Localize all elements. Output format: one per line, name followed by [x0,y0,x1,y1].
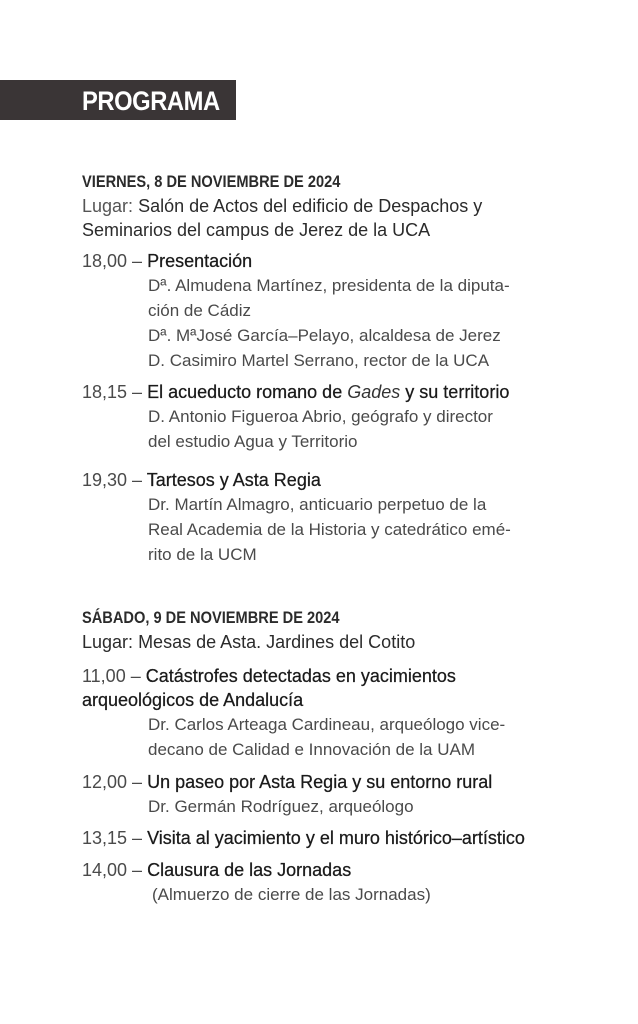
session-title-line2: arqueológicos de Andalucía [82,690,304,710]
session-time: 14,00 – [82,860,143,880]
day-title: SÁBADO, 9 DE NOVIEMBRE DE 2024 [82,608,340,627]
session [82,380,602,454]
speaker: D. Antonio Figueroa Abrio, geógrafo y director [148,407,493,426]
session-title: Tartesos y Asta Regia [146,470,321,490]
session-title [147,382,509,402]
speaker: D. Casimiro Martel Serrano, rector de la UCA [148,351,490,370]
session-title: Catástrofes detectadas en yacimientos [145,666,456,686]
session-title: Visita al yacimiento y el muro histórico–artístico [147,828,525,848]
speaker: Dr. Carlos Arteaga Cardineau, arqueólogo vice- [148,715,506,734]
speaker-list [148,794,602,819]
speaker-list [148,404,602,454]
session-time: 13,15 – [82,828,143,848]
venue-line: Salón de Actos del edificio de Despachos y [138,196,483,216]
session-title-part: y su territorio [405,382,510,402]
session [82,468,602,567]
speaker: rito de la UCM [148,545,257,564]
speaker: Real Academia de la Historia y catedrático emé- [148,520,511,539]
speaker-list [148,273,602,373]
session-title: Un paseo por Asta Regia y su entorno rural [147,772,493,792]
session [82,664,602,762]
session-time: 19,30 – [82,470,143,490]
session-time: 18,15 – [82,382,143,402]
session-title-part: El acueducto romano de [147,382,343,402]
day-title: VIERNES, 8 DE NOVIEMBRE DE 2024 [82,172,341,191]
venue-label: Lugar: [82,632,134,652]
session [82,826,602,850]
venue-label: Lugar: [82,196,134,216]
day-header-saturday [82,607,582,654]
venue-line: Seminarios del campus de Jerez de la UCA [82,220,431,240]
speaker-list [152,882,602,907]
speaker-list [148,492,602,567]
speaker-list [148,712,602,762]
session-time: 18,00 – [82,251,143,271]
venue [82,630,582,654]
venue [82,194,582,218]
session [82,770,602,819]
speaker: decano de Calidad e Innovación de la UAM [148,740,475,759]
speaker: Dª. MªJosé García–Pelayo, alcaldesa de Jerez [148,326,501,345]
session-time: 11,00 – [82,666,141,686]
page-title: PROGRAMA [82,86,220,116]
session-time: 12,00 – [82,772,143,792]
speaker: Dr. Martín Almagro, anticuario perpetuo de la [148,495,487,514]
note: (Almuerzo de cierre de las Jornadas) [152,885,431,904]
session-title-italic: Gades [347,382,401,402]
speaker: Dr. Germán Rodríguez, arqueólogo [148,797,414,816]
session-title: Clausura de las Jornadas [147,860,352,880]
speaker: del estudio Agua y Territorio [148,432,358,451]
session [82,249,602,373]
session-title: Presentación [147,251,253,271]
day-header-friday [82,171,582,242]
speaker: ción de Cádiz [148,301,252,320]
session [82,858,602,907]
venue-line: Mesas de Asta. Jardines del Cotito [138,632,416,652]
speaker: Dª. Almudena Martínez, presidenta de la diputa- [148,276,510,295]
